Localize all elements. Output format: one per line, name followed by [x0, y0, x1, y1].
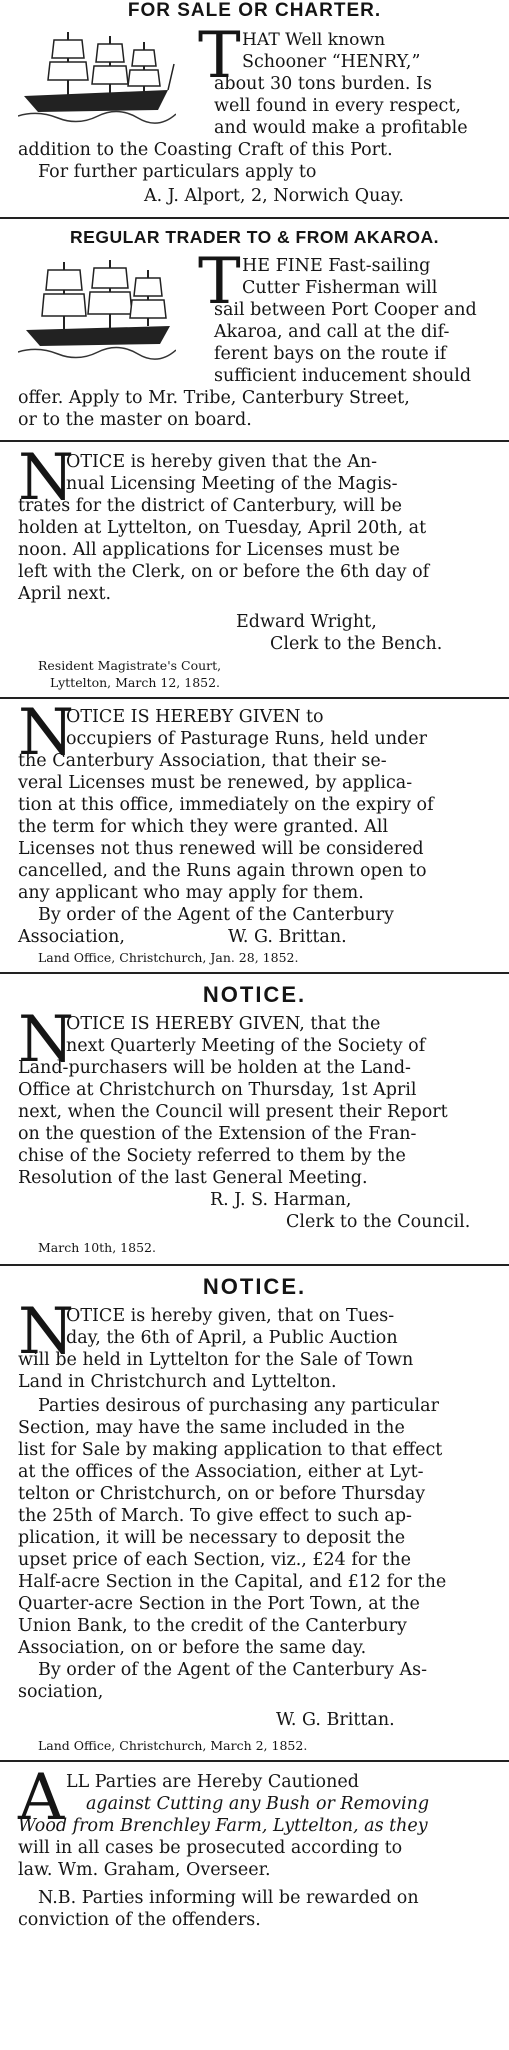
divider	[0, 217, 509, 219]
divider	[0, 1264, 509, 1266]
dropcap: N	[18, 441, 74, 515]
text-line: will be held in Lyttelton for the Sale of Town	[18, 1350, 414, 1370]
text-line: next Quarterly Meeting of the Society of	[66, 1036, 426, 1056]
signature: W. G. Brittan.	[228, 927, 347, 947]
text-line: will in all cases be prosecuted according to	[18, 1838, 403, 1858]
text-line: Association,	[18, 927, 125, 947]
text-line: Union Bank, to the credit of the Canterbury	[18, 1616, 407, 1636]
text-line: By order of the Agent of the Canterbury As-	[38, 1660, 428, 1680]
signature: Edward Wright,	[236, 612, 377, 632]
dropcap: N	[18, 1003, 74, 1077]
text-line: By order of the Agent of the Canterbury	[38, 905, 394, 925]
ad-heading: FOR SALE OR CHARTER.	[127, 0, 382, 21]
ad-heading: REGULAR TRADER TO & FROM AKAROA.	[70, 227, 439, 247]
text-line: cancelled, and the Runs again thrown open to	[18, 861, 427, 881]
text-line: the 25th of March. To give effect to such ap-	[18, 1506, 412, 1526]
text-line: Resolution of the last General Meeting.	[18, 1168, 368, 1188]
text-line: conviction of the offenders.	[18, 1910, 261, 1930]
signature: R. J. S. Harman,	[210, 1190, 352, 1210]
divider	[0, 972, 509, 974]
text-line: chise of the Society referred to them by the	[18, 1146, 406, 1166]
dropcap: A	[18, 1761, 65, 1835]
text-line: OTICE IS HEREBY GIVEN, that the	[66, 1014, 381, 1034]
signature-title: Clerk to the Council.	[286, 1212, 471, 1232]
text-line: Akaroa, and call at the dif-	[214, 322, 450, 342]
text-line: next, when the Council will present their Report	[18, 1102, 448, 1122]
text-line: about 30 tons burden. Is	[214, 74, 432, 94]
text-line: addition to the Coasting Craft of this Port.	[18, 140, 393, 160]
text-line: sufficient inducement should	[214, 366, 472, 386]
text-line: upset price of each Section, viz., £24 for the	[18, 1550, 411, 1570]
text-line: Cutter Fisherman will	[242, 278, 438, 298]
text-line: list for Sale by making application to that effect	[18, 1440, 443, 1460]
text-line: HE FINE Fast-sailing	[242, 256, 431, 276]
text-line: April next.	[18, 584, 112, 604]
divider	[0, 1760, 509, 1762]
ad-heading: NOTICE.	[202, 982, 307, 1007]
footer-line: March 10th, 1852.	[38, 1240, 156, 1255]
text-line: on the question of the Extension of the Fran-	[18, 1124, 417, 1144]
signature: W. G. Brittan.	[276, 1710, 395, 1730]
signature: A. J. Alport, 2, Norwich Quay.	[144, 186, 404, 206]
dropcap: N	[18, 1295, 74, 1369]
text-line: occupiers of Pasturage Runs, held under	[66, 729, 427, 749]
divider	[0, 697, 509, 699]
text-line: law. Wm. Graham, Overseer.	[18, 1860, 271, 1880]
text-line: the term for which they were granted. All	[18, 817, 389, 837]
text-line: left with the Clerk, on or before the 6th day of	[18, 562, 430, 582]
text-line: Quarter-acre Section in the Port Town, at the	[18, 1594, 420, 1614]
text-line: LL Parties are Hereby Cautioned	[66, 1772, 359, 1792]
text-line: and would make a profitable	[214, 118, 468, 138]
text-line: Schooner “HENRY,”	[242, 52, 421, 72]
dropcap: T	[198, 19, 241, 93]
text-line: Half-acre Section in the Capital, and £12 for the	[18, 1572, 447, 1592]
text-line: OTICE IS HEREBY GIVEN to	[66, 707, 324, 727]
text-line: noon. All applications for Licenses must be	[18, 540, 400, 560]
dropcap: N	[18, 696, 74, 770]
text-line: Licenses not thus renewed will be considered	[18, 839, 424, 859]
footer-line: Land Office, Christchurch, March 2, 1852.	[38, 1738, 308, 1753]
footer-line: Lyttelton, March 12, 1852.	[50, 675, 221, 690]
text-line: offer. Apply to Mr. Tribe, Canterbury Street,	[18, 388, 410, 408]
signature-title: Clerk to the Bench.	[270, 634, 443, 654]
text-line: nual Licensing Meeting of the Magis-	[66, 474, 398, 494]
dropcap: T	[198, 245, 241, 319]
text-line: or to the master on board.	[18, 410, 252, 430]
text-line: at the offices of the Association, either at Lyt-	[18, 1462, 424, 1482]
text-line: N.B. Parties informing will be rewarded on	[38, 1888, 419, 1908]
text-line: For further particulars apply to	[38, 162, 317, 182]
text-line: OTICE is hereby given, that on Tues-	[66, 1306, 395, 1326]
text-line: Land-purchasers will be holden at the Land-	[18, 1058, 411, 1078]
cutter-illustration-icon	[18, 256, 176, 366]
text-line: against Cutting any Bush or Removing	[86, 1794, 430, 1814]
text-line: trates for the district of Canterbury, will be	[18, 496, 402, 516]
footer-line: Resident Magistrate's Court,	[38, 658, 222, 673]
ad-heading: NOTICE.	[202, 1274, 307, 1299]
text-line: Association, on or before the same day.	[18, 1638, 367, 1658]
text-line: ferent bays on the route if	[214, 344, 447, 364]
text-line: Parties desirous of purchasing any particular	[38, 1396, 439, 1416]
text-line: sociation,	[18, 1682, 104, 1702]
schooner-illustration-icon	[18, 24, 176, 132]
text-line: well found in every respect,	[214, 96, 461, 116]
divider	[0, 440, 509, 442]
text-line: veral Licenses must be renewed, by applica-	[18, 773, 413, 793]
text-line: HAT Well known	[242, 30, 386, 50]
text-line: Land in Christchurch and Lyttelton.	[18, 1372, 337, 1392]
text-line: plication, it will be necessary to deposit the	[18, 1528, 406, 1548]
text-line: sail between Port Cooper and	[214, 300, 477, 320]
text-line: any applicant who may apply for them.	[18, 883, 364, 903]
text-line: OTICE is hereby given that the An-	[66, 452, 378, 472]
text-line: tion at this office, immediately on the expiry of	[18, 795, 434, 815]
footer-line: Land Office, Christchurch, Jan. 28, 1852.	[38, 950, 299, 965]
text-line: day, the 6th of April, a Public Auction	[66, 1328, 398, 1348]
text-line: the Canterbury Association, that their se-	[18, 751, 387, 771]
text-line: Wood from Brenchley Farm, Lyttelton, as they	[18, 1816, 428, 1836]
text-line: holden at Lyttelton, on Tuesday, April 20th, at	[18, 518, 427, 538]
text-line: Section, may have the same included in the	[18, 1418, 405, 1438]
text-line: telton or Christchurch, on or before Thursday	[18, 1484, 426, 1504]
text-line: Office at Christchurch on Thursday, 1st April	[18, 1080, 417, 1100]
